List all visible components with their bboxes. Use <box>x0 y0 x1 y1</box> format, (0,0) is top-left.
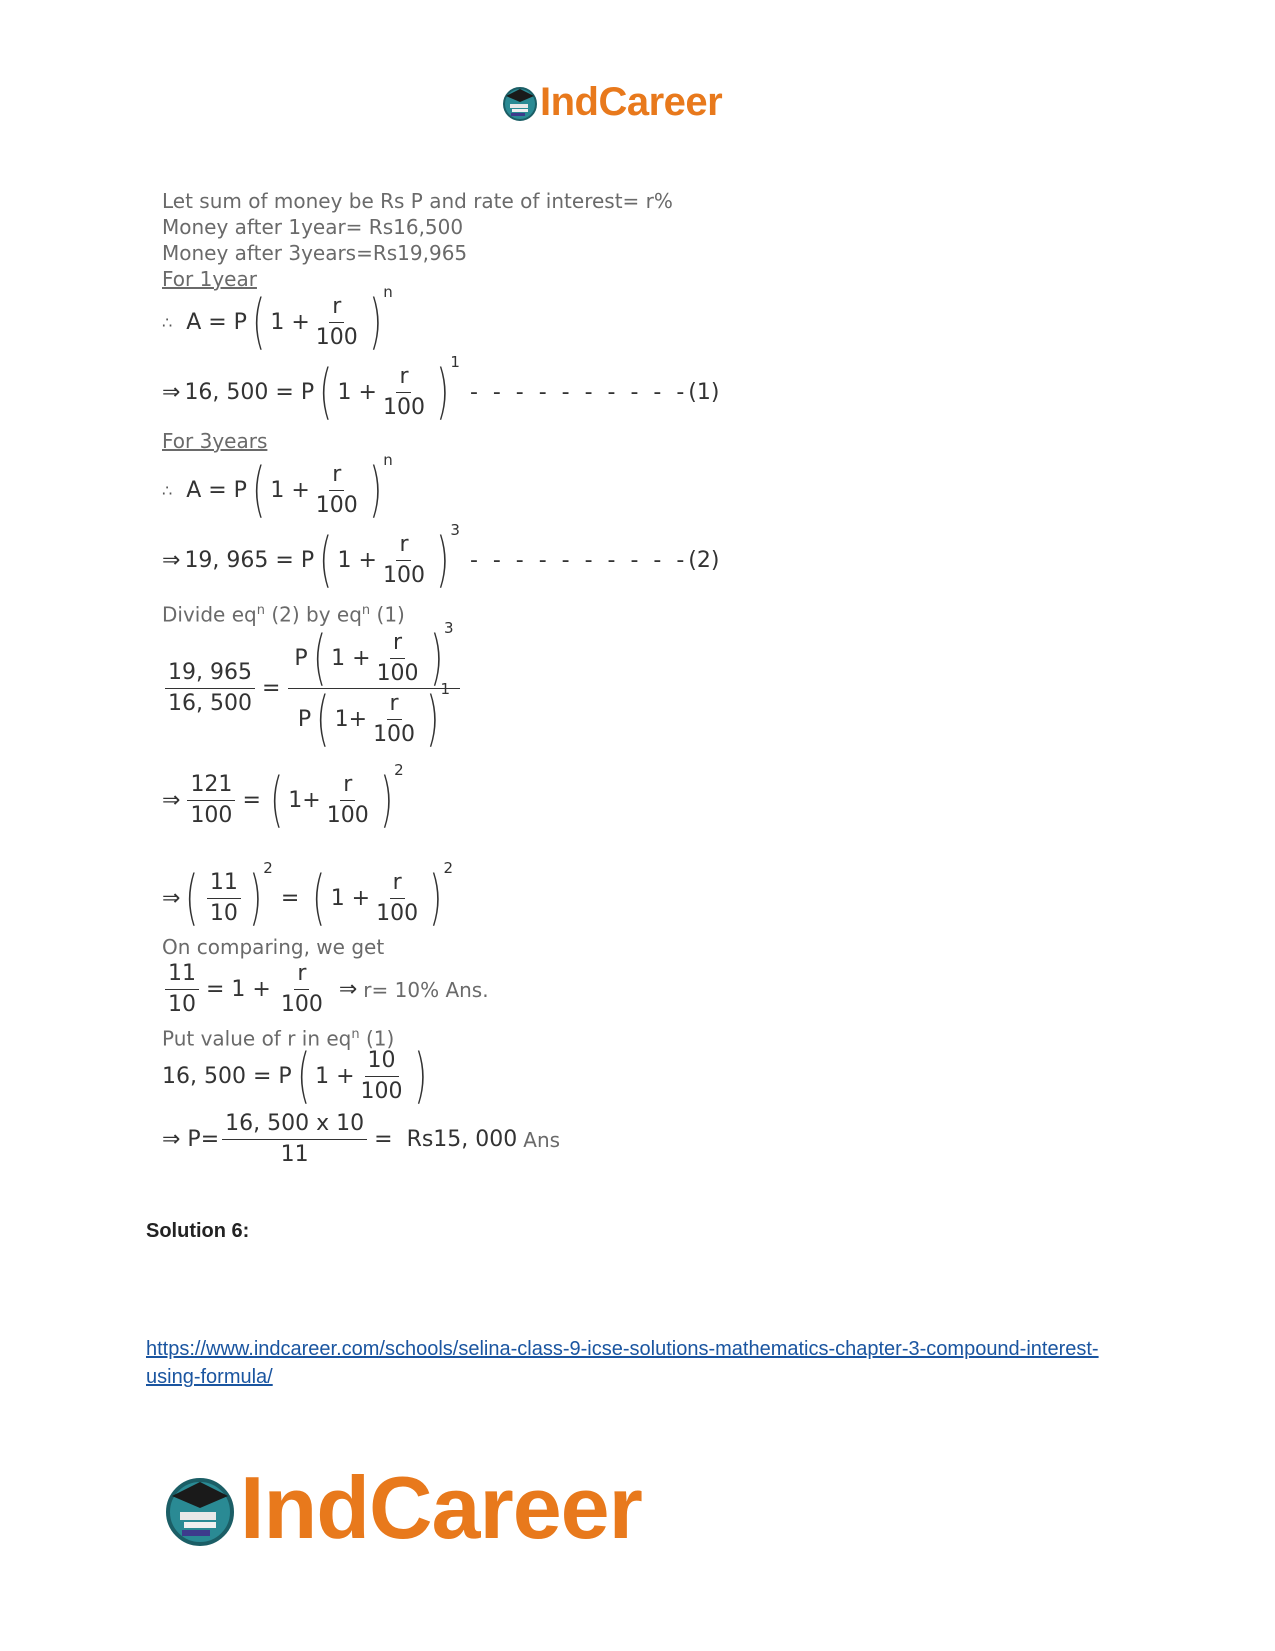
equation-lhs: 16, 500 = P <box>162 1063 292 1089</box>
graduate-globe-icon <box>160 1468 240 1548</box>
exponent: 1 <box>440 680 451 698</box>
superscript: n <box>361 603 371 618</box>
right-paren: ) <box>380 765 393 835</box>
numerator: r <box>390 869 405 899</box>
implies-symbol: ⇒ <box>162 547 181 573</box>
denominator: 100 <box>373 721 416 747</box>
equation-rhs: = 1 + <box>206 977 271 1002</box>
numerator: r <box>390 629 405 659</box>
right-paren: ) <box>369 287 382 357</box>
denominator: 16, 500 <box>168 691 252 716</box>
formula <box>162 283 393 357</box>
denominator: 100 <box>315 324 358 350</box>
left-paren: ( <box>252 455 266 525</box>
dash-leader: - - - - - - - - - - <box>469 379 689 405</box>
fraction <box>222 1110 367 1169</box>
left-paren: ( <box>270 765 284 835</box>
text-line: On comparing, we get <box>162 935 385 959</box>
denominator: 100 <box>315 492 358 518</box>
one-plus: 1+ <box>288 787 321 813</box>
one-plus: 1 + <box>315 1063 355 1089</box>
fraction <box>165 960 199 1019</box>
denominator: 100 <box>280 992 323 1017</box>
text: Divide eq <box>162 602 257 627</box>
right-paren: ) <box>249 863 263 933</box>
solution-label: Solution 6: <box>146 1220 250 1242</box>
header-logo <box>500 80 722 124</box>
numerator: r <box>329 461 344 491</box>
equation-lhs: 19, 965 = P <box>184 547 315 573</box>
left-paren: ( <box>319 357 333 427</box>
text-line: Money after 1year= Rs16,500 <box>162 215 464 239</box>
square-equation <box>162 859 454 933</box>
denominator: 100 <box>326 802 369 828</box>
one-plus: 1 + <box>337 379 377 405</box>
equals-sign: = <box>280 885 300 911</box>
dash-leader: - - - - - - - - - - <box>469 547 689 573</box>
superscript: n <box>256 603 265 618</box>
source-link[interactable]: https://www.indcareer.com/schools/selina-class-9-icse-solutions-mathematics-chapter-3-compound-interest-using-formula/ <box>146 1338 1099 1388</box>
fraction <box>313 293 361 352</box>
equation-1 <box>162 353 720 427</box>
denominator: 11 <box>280 1142 309 1167</box>
therefore-symbol: ∴ <box>162 312 173 332</box>
brand-name: IndCareer <box>240 1458 642 1557</box>
denominator: 10 <box>209 900 238 926</box>
therefore-symbol: ∴ <box>162 480 173 500</box>
fraction <box>373 869 421 928</box>
right-paren: ) <box>426 684 440 754</box>
fraction <box>207 869 241 928</box>
right-paren: ) <box>436 525 450 595</box>
formula <box>162 451 393 525</box>
numerator: 11 <box>207 869 241 899</box>
denominator: 100 <box>382 394 425 420</box>
variable: P <box>294 645 308 671</box>
numerator: 10 <box>365 1047 399 1077</box>
fraction <box>187 771 235 830</box>
answer-label: Ans <box>523 1127 561 1152</box>
left-paren: ( <box>312 623 326 693</box>
fraction <box>165 659 255 718</box>
left-paren: ( <box>319 525 333 595</box>
right-paren: ) <box>429 863 443 933</box>
compound-fraction <box>288 619 459 754</box>
substitute-equation <box>162 1041 432 1111</box>
compound-denominator <box>292 680 456 754</box>
text: (1) <box>370 602 405 627</box>
answer-r: r= 10% Ans. <box>363 977 489 1002</box>
divide-instruction <box>162 598 405 628</box>
text-line: Money after 3years=Rs19,965 <box>162 241 468 265</box>
right-paren: ) <box>429 623 443 693</box>
fraction <box>374 629 422 688</box>
left-paren: ( <box>185 863 199 933</box>
exponent: 3 <box>443 619 454 637</box>
fraction <box>313 461 361 520</box>
fraction <box>358 1047 406 1106</box>
footer-logo <box>160 1458 642 1557</box>
compound-numerator <box>288 619 459 693</box>
numerator: r <box>396 531 411 561</box>
fraction <box>324 771 372 830</box>
ratio-equation <box>162 761 404 835</box>
right-paren: ) <box>436 357 450 427</box>
exponent: 1 <box>450 353 460 371</box>
equation-lhs: 16, 500 = P <box>184 379 315 405</box>
one-plus: 1 + <box>270 309 310 335</box>
numerator: r <box>294 960 309 990</box>
one-plus: 1 + <box>331 645 371 671</box>
one-plus: 1 + <box>330 885 371 911</box>
numerator: 19, 965 <box>165 659 255 689</box>
denominator: 100 <box>190 802 233 828</box>
exponent: 3 <box>450 521 460 539</box>
principal-value: Rs15, 000 <box>406 1127 518 1152</box>
numerator: 16, 500 x 10 <box>222 1110 367 1140</box>
text-line: Let sum of money be Rs P and rate of interest= r% <box>162 189 673 213</box>
exponent: 2 <box>443 859 454 877</box>
left-paren: ( <box>296 1041 310 1111</box>
denominator: 100 <box>382 562 425 588</box>
equation-tag: (1) <box>688 379 720 405</box>
formula-lhs: A = P <box>186 477 247 503</box>
one-plus: 1+ <box>334 706 368 732</box>
implies-symbol: ⇒ <box>338 977 358 1002</box>
equals-sign: = <box>374 1127 393 1152</box>
implies-symbol: ⇒ <box>162 885 181 911</box>
numerator: r <box>329 293 344 323</box>
exponent: 2 <box>394 761 404 779</box>
left-paren: ( <box>312 863 326 933</box>
numerator: 121 <box>187 771 235 801</box>
numerator: r <box>340 771 355 801</box>
division-equation <box>162 619 464 754</box>
implies-symbol: ⇒ <box>162 379 181 405</box>
equation-2 <box>162 521 720 595</box>
implies-symbol: ⇒ <box>162 787 181 813</box>
brand-name: IndCareer <box>540 80 723 124</box>
section-heading: For 3years <box>162 429 268 453</box>
text: (1) <box>359 1026 395 1051</box>
exponent: n <box>383 451 393 469</box>
compare-equation <box>162 960 489 1019</box>
principal-equation <box>162 1110 560 1169</box>
right-paren: ) <box>369 455 382 525</box>
denominator: 100 <box>376 900 419 926</box>
numerator: 11 <box>165 960 199 990</box>
section-heading: For 1year <box>162 267 257 291</box>
denominator: 10 <box>168 992 196 1017</box>
numerator: r <box>387 690 402 720</box>
fraction <box>370 690 418 749</box>
equation-tag: (2) <box>688 547 720 573</box>
text: (2) by eq <box>264 602 362 627</box>
left-paren: ( <box>252 287 266 357</box>
equals-sign: = <box>242 787 261 813</box>
left-paren: ( <box>316 684 330 754</box>
one-plus: 1 + <box>337 547 377 573</box>
numerator: r <box>396 363 411 393</box>
fraction <box>278 960 326 1019</box>
equals-sign: = <box>261 676 281 701</box>
exponent: 2 <box>263 859 273 877</box>
right-paren: ) <box>413 1041 427 1111</box>
one-plus: 1 + <box>270 477 310 503</box>
fraction <box>380 363 428 422</box>
formula-lhs: A = P <box>186 309 247 335</box>
fraction <box>380 531 428 590</box>
variable: P <box>297 706 312 732</box>
denominator: 100 <box>376 660 419 686</box>
superscript: n <box>351 1027 360 1042</box>
equation-lhs: ⇒ P= <box>162 1127 220 1152</box>
graduate-globe-icon <box>500 82 540 122</box>
text: Put value of r in eq <box>162 1026 352 1051</box>
exponent: n <box>383 283 393 301</box>
denominator: 100 <box>360 1078 403 1104</box>
